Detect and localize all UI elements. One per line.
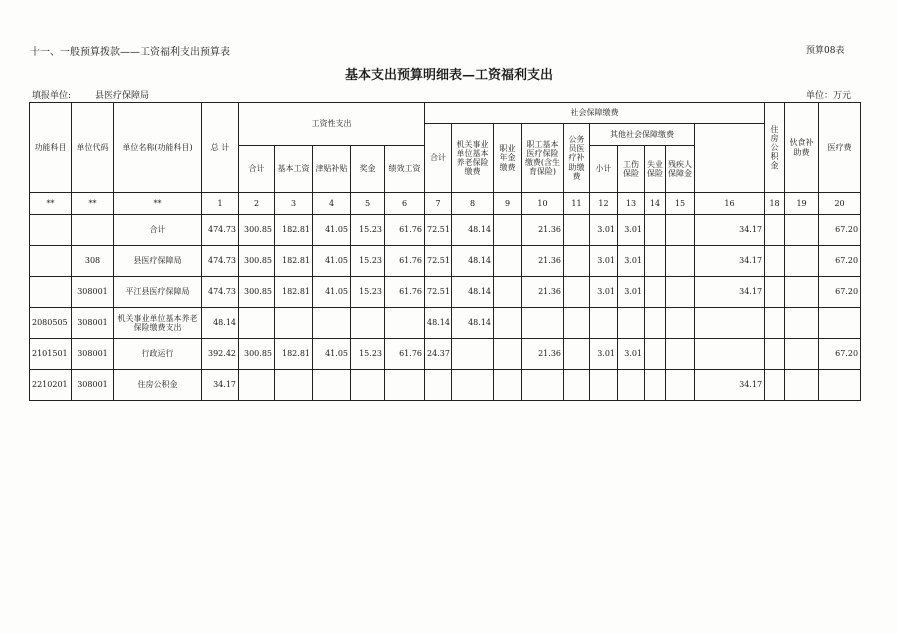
cell-disab [666, 246, 695, 277]
index-cell: 9 [494, 193, 522, 215]
cell-perf: 61.76 [385, 246, 425, 277]
cell-disab [666, 308, 695, 339]
cell-allow [313, 308, 351, 339]
cell-basic [275, 308, 313, 339]
budget-table [29, 102, 861, 401]
cell-medical: 21.36 [522, 339, 564, 370]
header-allowance: 津贴补贴 [313, 146, 351, 193]
cell-housing [695, 308, 765, 339]
header-social-subtotal: 合计 [425, 124, 452, 193]
cell-oth-sub: 3.01 [590, 215, 618, 246]
header-performance: 绩效工资 [385, 146, 425, 193]
index-cell: 3 [275, 193, 313, 215]
cell-wage-sub: 300.85 [239, 339, 275, 370]
cell-annuity [494, 246, 522, 277]
cell-func: 2080505 [30, 308, 72, 339]
cell-annuity [494, 215, 522, 246]
cell-civil [564, 215, 590, 246]
cell-total: 474.73 [202, 215, 239, 246]
cell-pension: 48.14 [452, 277, 494, 308]
reporting-unit-value: 县医疗保障局 [95, 91, 150, 101]
header-social-group: 社会保障缴费 [425, 103, 765, 124]
cell-bonus: 15.23 [351, 339, 385, 370]
cell-injury: 3.01 [618, 246, 645, 277]
cell-name: 行政运行 [114, 339, 202, 370]
cell-injury: 3.01 [618, 277, 645, 308]
cell-pension: 48.14 [452, 308, 494, 339]
cell-civil [564, 370, 590, 401]
cell-meal [765, 215, 785, 246]
cell-medfee [785, 277, 819, 308]
cell-annuity [494, 308, 522, 339]
cell-total: 474.73 [202, 246, 239, 277]
cell-unemp [645, 308, 666, 339]
cell-housing: 34.17 [695, 246, 765, 277]
cell-pension [452, 339, 494, 370]
cell-perf [385, 308, 425, 339]
page-title: 基本支出预算明细表—工资福利支出 [344, 68, 553, 83]
cell-soc-sub: 72.51 [425, 246, 452, 277]
cell-basic: 182.81 [275, 246, 313, 277]
cell-civil [564, 277, 590, 308]
cell-oth-sub [590, 308, 618, 339]
cell-allow [313, 370, 351, 401]
index-cell: 4 [313, 193, 351, 215]
cell-annuity [494, 339, 522, 370]
cell-total: 34.17 [202, 370, 239, 401]
cell-oth-sub: 3.01 [590, 339, 618, 370]
cell-code [72, 215, 114, 246]
header-other-subtotal: 小计 [590, 146, 618, 193]
cell-medical [522, 370, 564, 401]
header-unit-code: 单位代码 [72, 103, 114, 193]
cell-basic: 182.81 [275, 215, 313, 246]
cell-civil [564, 308, 590, 339]
cell-disab [666, 339, 695, 370]
cell-bonus [351, 308, 385, 339]
cell-injury: 3.01 [618, 215, 645, 246]
cell-other: 67.20 [819, 246, 861, 277]
header-medical-fee: 医疗费 [819, 103, 861, 193]
cell-wage-sub [239, 370, 275, 401]
header-medical: 职工基本医疗保险缴费(含生育保险) [522, 124, 564, 193]
cell-code: 308001 [72, 339, 114, 370]
cell-pension [452, 370, 494, 401]
cell-perf: 61.76 [385, 339, 425, 370]
cell-unemp [645, 339, 666, 370]
cell-medfee [785, 339, 819, 370]
cell-soc-sub: 48.14 [425, 308, 452, 339]
cell-other: 67.20 [819, 215, 861, 246]
index-cell: 15 [666, 193, 695, 215]
cell-basic: 182.81 [275, 277, 313, 308]
header-other-group: 其他社会保障缴费 [590, 124, 695, 146]
cell-medfee [785, 308, 819, 339]
cell-oth-sub: 3.01 [590, 246, 618, 277]
cell-name: 合计 [114, 215, 202, 246]
cell-medical [522, 308, 564, 339]
cell-oth-sub [590, 370, 618, 401]
cell-allow: 41.05 [313, 215, 351, 246]
cell-meal [765, 246, 785, 277]
cell-injury: 3.01 [618, 339, 645, 370]
cell-wage-sub: 300.85 [239, 215, 275, 246]
cell-annuity [494, 277, 522, 308]
cell-meal [765, 339, 785, 370]
header-total: 总 计 [202, 103, 239, 193]
cell-meal [765, 308, 785, 339]
cell-pension: 48.14 [452, 246, 494, 277]
cell-code: 308001 [72, 308, 114, 339]
table-row [30, 370, 861, 401]
cell-civil [564, 339, 590, 370]
cell-allow: 41.05 [313, 339, 351, 370]
cell-perf [385, 370, 425, 401]
cell-pension: 48.14 [452, 215, 494, 246]
form-number: 预算08表 [806, 46, 845, 56]
cell-func: 2210201 [30, 370, 72, 401]
cell-soc-sub: 72.51 [425, 215, 452, 246]
cell-oth-sub: 3.01 [590, 277, 618, 308]
cell-other [819, 370, 861, 401]
section-title: 十一、一般预算拨款——工资福利支出预算表 [30, 47, 230, 58]
index-cell: 2 [239, 193, 275, 215]
index-cell: 20 [819, 193, 861, 215]
cell-func: 2101501 [30, 339, 72, 370]
cell-allow: 41.05 [313, 246, 351, 277]
cell-bonus: 15.23 [351, 215, 385, 246]
cell-soc-sub: 24.37 [425, 339, 452, 370]
table-row [30, 339, 861, 370]
cell-disab [666, 215, 695, 246]
header-unit-name: 单位名称(功能科目) [114, 103, 202, 193]
cell-other [819, 308, 861, 339]
table-row [30, 277, 861, 308]
table-row [30, 215, 861, 246]
header-unemployment: 失业保险 [645, 146, 666, 193]
index-cell: 1 [202, 193, 239, 215]
cell-allow: 41.05 [313, 277, 351, 308]
currency-unit: 单位：万元 [806, 91, 852, 101]
cell-injury [618, 308, 645, 339]
table-row [30, 308, 861, 339]
index-cell: 14 [645, 193, 666, 215]
cell-housing: 34.17 [695, 277, 765, 308]
cell-wage-sub: 300.85 [239, 246, 275, 277]
cell-bonus: 15.23 [351, 277, 385, 308]
cell-unemp [645, 246, 666, 277]
header-wage-subtotal: 合计 [239, 146, 275, 193]
cell-housing [695, 339, 765, 370]
cell-basic [275, 370, 313, 401]
header-civil-medical: 公务员医疗补助缴费 [564, 124, 590, 193]
header-func-code: 功能科目 [30, 103, 72, 193]
cell-total: 392.42 [202, 339, 239, 370]
cell-injury [618, 370, 645, 401]
header-basic-wage: 基本工资 [275, 146, 313, 193]
cell-medical: 21.36 [522, 215, 564, 246]
cell-code: 308001 [72, 277, 114, 308]
cell-disab [666, 277, 695, 308]
cell-total: 48.14 [202, 308, 239, 339]
cell-func [30, 215, 72, 246]
index-cell: ** [114, 193, 202, 215]
cell-medfee [785, 215, 819, 246]
header-annuity: 职业年金缴费 [494, 124, 522, 193]
header-pension: 机关事业单位基本养老保险缴费 [452, 124, 494, 193]
header-housing: 住房公积金 [765, 103, 785, 193]
cell-wage-sub: 300.85 [239, 277, 275, 308]
cell-unemp [645, 215, 666, 246]
header-bonus: 奖金 [351, 146, 385, 193]
index-cell: 11 [564, 193, 590, 215]
cell-other: 67.20 [819, 339, 861, 370]
index-cell: 7 [425, 193, 452, 215]
index-cell: 10 [522, 193, 564, 215]
cell-disab [666, 370, 695, 401]
cell-meal [765, 370, 785, 401]
table-row [30, 246, 861, 277]
index-cell: 8 [452, 193, 494, 215]
cell-soc-sub: 72.51 [425, 277, 452, 308]
cell-other: 67.20 [819, 277, 861, 308]
cell-bonus: 15.23 [351, 246, 385, 277]
cell-total: 474.73 [202, 277, 239, 308]
index-cell: 18 [765, 193, 785, 215]
index-cell: ** [72, 193, 114, 215]
index-cell: 13 [618, 193, 645, 215]
cell-bonus [351, 370, 385, 401]
cell-name: 住房公积金 [114, 370, 202, 401]
cell-func [30, 246, 72, 277]
index-cell: 16 [695, 193, 765, 215]
cell-wage-sub [239, 308, 275, 339]
index-row [30, 193, 861, 215]
cell-func [30, 277, 72, 308]
header-disabled: 残疾人保障金 [666, 146, 695, 193]
cell-unemp [645, 370, 666, 401]
cell-medical: 21.36 [522, 246, 564, 277]
cell-medical: 21.36 [522, 277, 564, 308]
index-cell: 6 [385, 193, 425, 215]
cell-meal [765, 277, 785, 308]
cell-code: 308001 [72, 370, 114, 401]
cell-name: 平江县医疗保障局 [114, 277, 202, 308]
cell-civil [564, 246, 590, 277]
cell-code: 308 [72, 246, 114, 277]
cell-perf: 61.76 [385, 277, 425, 308]
cell-name: 机关事业单位基本养老保险缴费支出 [114, 308, 202, 339]
cell-name: 县医疗保障局 [114, 246, 202, 277]
cell-housing: 34.17 [695, 370, 765, 401]
cell-soc-sub [425, 370, 452, 401]
cell-housing: 34.17 [695, 215, 765, 246]
index-cell: 19 [785, 193, 819, 215]
index-cell: 5 [351, 193, 385, 215]
cell-perf: 61.76 [385, 215, 425, 246]
cell-basic: 182.81 [275, 339, 313, 370]
index-cell: ** [30, 193, 72, 215]
header-injury: 工伤保险 [618, 146, 645, 193]
reporting-unit-label: 填报单位: [32, 91, 72, 101]
header-wage-group: 工资性支出 [239, 103, 425, 146]
header-meal: 伙食补助费 [785, 103, 819, 193]
cell-unemp [645, 277, 666, 308]
cell-medfee [785, 370, 819, 401]
cell-annuity [494, 370, 522, 401]
cell-medfee [785, 246, 819, 277]
index-cell: 12 [590, 193, 618, 215]
